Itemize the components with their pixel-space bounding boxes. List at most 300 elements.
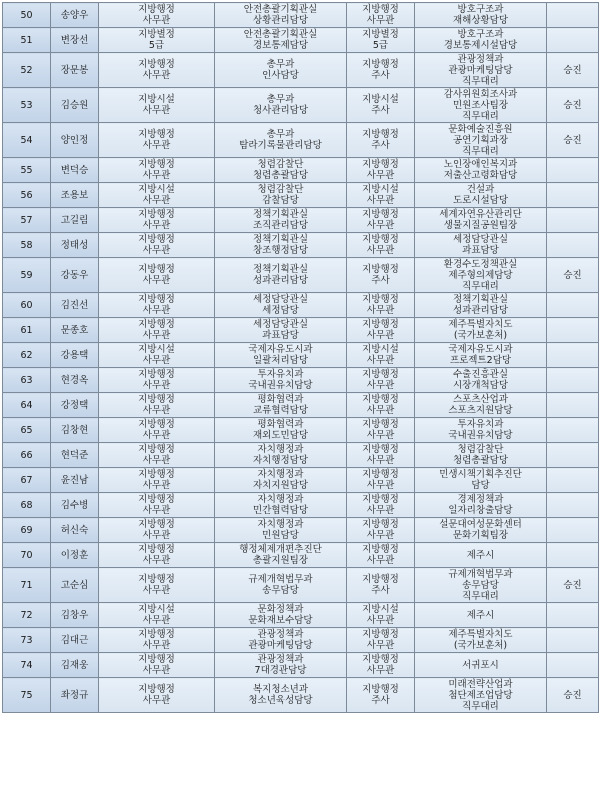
note <box>547 493 599 518</box>
cell-line: 탐라기록물관리담당 <box>239 140 322 151</box>
cell-line: 지방행정 <box>138 519 175 530</box>
row-number: 56 <box>3 183 51 208</box>
current-department <box>215 123 347 158</box>
cell-line: 사무관 <box>142 275 171 286</box>
cell-line: 사무관 <box>142 640 171 651</box>
current-rank <box>99 628 215 653</box>
cell-line: 사무관 <box>366 405 395 416</box>
table-row <box>3 543 599 568</box>
current-department <box>215 53 347 88</box>
note <box>547 343 599 368</box>
new-department <box>415 88 547 123</box>
cell-line: 지방행정 <box>138 574 175 585</box>
cell-line: 관광정책과 <box>457 53 504 65</box>
cell-line: 지방시설 <box>362 604 399 615</box>
new-rank <box>347 28 415 53</box>
new-rank <box>347 183 415 208</box>
cell-line: 지방행정 <box>362 369 399 380</box>
cell-line: 지방행정 <box>138 419 175 430</box>
cell-line: 지방행정 <box>138 209 175 220</box>
new-department <box>415 183 547 208</box>
cell-line: 송무담당 <box>262 585 299 596</box>
cell-line: 사무관 <box>142 70 171 81</box>
cell-line: 민원조사팀장 <box>452 99 509 111</box>
cell-line: 재외도민담당 <box>252 430 309 441</box>
row-number: 74 <box>3 653 51 678</box>
new-rank <box>347 318 415 343</box>
cell-line: 사무관 <box>366 220 395 231</box>
current-department <box>215 318 347 343</box>
table-row <box>3 493 599 518</box>
row-number: 65 <box>3 418 51 443</box>
cell-line: 사무관 <box>142 430 171 441</box>
current-department <box>215 3 347 28</box>
cell-line: 지방행정 <box>138 654 175 665</box>
person-name: 허신숙 <box>51 518 99 543</box>
current-rank <box>99 678 215 713</box>
cell-line: 민생시책기획추진단 <box>439 469 522 480</box>
note: 승진 <box>547 678 599 713</box>
cell-line: 사무관 <box>366 555 395 566</box>
cell-line: 제주시 <box>466 609 495 621</box>
cell-line: 경보통제시설담당 <box>443 40 518 51</box>
cell-line: 생물지질공원팀장 <box>443 220 518 231</box>
cell-line: 지방행정 <box>362 4 399 15</box>
cell-line: 지방행정 <box>362 209 399 220</box>
note <box>547 418 599 443</box>
cell-line: 사무관 <box>142 665 171 676</box>
table-row <box>3 628 599 653</box>
note <box>547 518 599 543</box>
person-name: 고길림 <box>51 208 99 233</box>
table-row <box>3 443 599 468</box>
cell-line: 사무관 <box>142 105 171 116</box>
cell-line: 지방행정 <box>138 319 175 330</box>
current-rank <box>99 543 215 568</box>
cell-line: 경보통제담당 <box>252 40 309 51</box>
cell-line: 안전총괄기획관실 <box>243 4 318 15</box>
cell-line: 방호구조과 <box>457 29 504 40</box>
person-name: 정태성 <box>51 233 99 258</box>
cell-line: 사무관 <box>366 15 395 26</box>
cell-line: 관광마케팅담당 <box>448 64 513 76</box>
cell-line: 사무관 <box>366 245 395 256</box>
cell-line: 사무관 <box>366 305 395 316</box>
new-department <box>415 518 547 543</box>
row-number: 53 <box>3 88 51 123</box>
row-number: 60 <box>3 293 51 318</box>
current-department <box>215 603 347 628</box>
table-row <box>3 3 599 28</box>
new-rank <box>347 468 415 493</box>
cell-line: 청렴총괄담당 <box>252 170 309 181</box>
cell-line: 사무관 <box>142 330 171 341</box>
current-department <box>215 493 347 518</box>
cell-line: 노인장애인복지과 <box>443 159 518 170</box>
note <box>547 3 599 28</box>
person-name: 강용택 <box>51 343 99 368</box>
cell-line: 지방행정 <box>138 444 175 455</box>
cell-line: 서귀포시 <box>462 659 499 671</box>
cell-line: 총괄지원팀장 <box>252 555 309 566</box>
table-row <box>3 88 599 123</box>
cell-line: 규제개혁법무과 <box>248 574 313 585</box>
row-number: 57 <box>3 208 51 233</box>
new-department <box>415 208 547 233</box>
cell-line: 지방행정 <box>362 544 399 555</box>
new-department <box>415 28 547 53</box>
current-department <box>215 368 347 393</box>
cell-line: 스포츠산업과 <box>452 394 509 405</box>
cell-line: 사무관 <box>366 380 395 391</box>
cell-line: 지방행정 <box>362 159 399 170</box>
row-number: 50 <box>3 3 51 28</box>
cell-line: 자치행정과 <box>257 469 304 480</box>
cell-line: 지방행정 <box>362 469 399 480</box>
table-row <box>3 318 599 343</box>
new-rank <box>347 653 415 678</box>
cell-line: 지방별정 <box>138 29 175 40</box>
cell-line: 사무관 <box>366 640 395 651</box>
current-rank <box>99 343 215 368</box>
current-rank <box>99 3 215 28</box>
note <box>547 653 599 678</box>
current-department <box>215 543 347 568</box>
current-department <box>215 468 347 493</box>
current-department <box>215 418 347 443</box>
new-department <box>415 393 547 418</box>
cell-line: 지방행정 <box>138 264 175 275</box>
row-number: 63 <box>3 368 51 393</box>
new-department <box>415 318 547 343</box>
person-name: 현덕준 <box>51 443 99 468</box>
new-rank <box>347 3 415 28</box>
new-department <box>415 293 547 318</box>
table-row <box>3 343 599 368</box>
current-rank <box>99 468 215 493</box>
table-row <box>3 233 599 258</box>
row-number: 55 <box>3 158 51 183</box>
cell-line: 감찰담당 <box>262 195 299 206</box>
row-number: 68 <box>3 493 51 518</box>
cell-line: 성과관리담당 <box>252 275 309 286</box>
cell-line: 투자유치과 <box>257 369 304 380</box>
current-department <box>215 568 347 603</box>
cell-line: 민원담당 <box>262 530 299 541</box>
person-name: 송양우 <box>51 3 99 28</box>
cell-line: 방호구조과 <box>457 4 504 15</box>
cell-line: (국가보훈처) <box>453 640 508 651</box>
current-rank <box>99 183 215 208</box>
table-row <box>3 123 599 158</box>
cell-line: 지방행정 <box>362 319 399 330</box>
current-department <box>215 233 347 258</box>
new-rank <box>347 258 415 293</box>
cell-line: 복지청소년과 <box>252 684 309 695</box>
table-row <box>3 53 599 88</box>
row-number: 69 <box>3 518 51 543</box>
note <box>547 468 599 493</box>
row-number: 52 <box>3 53 51 88</box>
cell-line: 지방시설 <box>138 94 175 105</box>
new-rank <box>347 393 415 418</box>
current-rank <box>99 368 215 393</box>
cell-line: 지방행정 <box>138 684 175 695</box>
note <box>547 208 599 233</box>
cell-line: 관광정책과 <box>257 654 304 665</box>
cell-line: 직무대리 <box>462 280 499 292</box>
cell-line: 사무관 <box>142 505 171 516</box>
new-department <box>415 123 547 158</box>
new-rank <box>347 293 415 318</box>
current-rank <box>99 123 215 158</box>
cell-line: 관광정책과 <box>257 629 304 640</box>
cell-line: 지방시설 <box>362 94 399 105</box>
current-rank <box>99 603 215 628</box>
current-rank <box>99 88 215 123</box>
current-department <box>215 88 347 123</box>
person-name: 현경옥 <box>51 368 99 393</box>
cell-line: 주사 <box>371 275 390 286</box>
cell-line: 제주특별자치도 <box>448 629 513 640</box>
cell-line: (국가보훈처) <box>453 330 508 341</box>
new-department <box>415 418 547 443</box>
cell-line: 지방시설 <box>362 344 399 355</box>
row-number: 64 <box>3 393 51 418</box>
cell-line: 주사 <box>371 140 390 151</box>
table-row <box>3 518 599 543</box>
current-department <box>215 293 347 318</box>
new-department <box>415 343 547 368</box>
current-department <box>215 393 347 418</box>
new-department <box>415 53 547 88</box>
new-department <box>415 233 547 258</box>
cell-line: 지방행정 <box>362 519 399 530</box>
table-row <box>3 208 599 233</box>
table-row <box>3 603 599 628</box>
new-rank <box>347 233 415 258</box>
cell-line: 사무관 <box>142 405 171 416</box>
cell-line: 지방행정 <box>138 59 175 70</box>
note <box>547 443 599 468</box>
cell-line: 사무관 <box>142 220 171 231</box>
current-department <box>215 443 347 468</box>
cell-line: 지방행정 <box>362 684 399 695</box>
table-row <box>3 468 599 493</box>
row-number: 58 <box>3 233 51 258</box>
row-number: 67 <box>3 468 51 493</box>
person-name: 강동우 <box>51 258 99 293</box>
cell-line: 지방행정 <box>362 394 399 405</box>
cell-line: 지방행정 <box>138 4 175 15</box>
cell-line: 감사위원회조사과 <box>443 88 518 100</box>
new-department <box>415 568 547 603</box>
cell-line: 사무관 <box>142 455 171 466</box>
cell-line: 문화예술진흥원 <box>448 123 513 135</box>
row-number: 54 <box>3 123 51 158</box>
cell-line: 상황관리담당 <box>252 15 309 26</box>
cell-line: 사무관 <box>142 585 171 596</box>
personnel-table-container <box>2 2 598 713</box>
row-number: 73 <box>3 628 51 653</box>
current-rank <box>99 393 215 418</box>
cell-line: 스포츠지원담당 <box>448 405 513 416</box>
cell-line: 행정체제개편추진단 <box>239 544 322 555</box>
note: 승진 <box>547 88 599 123</box>
new-rank <box>347 418 415 443</box>
current-rank <box>99 233 215 258</box>
cell-line: 사무관 <box>142 555 171 566</box>
current-rank <box>99 208 215 233</box>
cell-line: 지방행정 <box>138 159 175 170</box>
new-department <box>415 653 547 678</box>
row-number: 66 <box>3 443 51 468</box>
cell-line: 지방행정 <box>362 629 399 640</box>
cell-line: 지방행정 <box>362 234 399 245</box>
new-department <box>415 468 547 493</box>
cell-line: 지방행정 <box>138 234 175 245</box>
cell-line: 청렴감찰단 <box>457 444 504 455</box>
current-rank <box>99 518 215 543</box>
note <box>547 183 599 208</box>
cell-line: 사무관 <box>366 195 395 206</box>
cell-line: 주사 <box>371 105 390 116</box>
cell-line: 사무관 <box>366 330 395 341</box>
new-department <box>415 678 547 713</box>
person-name: 문종호 <box>51 318 99 343</box>
new-department <box>415 368 547 393</box>
cell-line: 사무관 <box>142 380 171 391</box>
cell-line: 사무관 <box>142 195 171 206</box>
cell-line: 문화정책과 <box>257 604 304 615</box>
cell-line: 지방행정 <box>362 654 399 665</box>
current-rank <box>99 28 215 53</box>
cell-line: 관광마케팅담당 <box>248 640 313 651</box>
note: 승진 <box>547 568 599 603</box>
cell-line: 자치행정과 <box>257 444 304 455</box>
cell-line: 주사 <box>371 695 390 706</box>
cell-line: 정책기획관실 <box>252 209 309 220</box>
cell-line: 건설과 <box>466 184 495 195</box>
note <box>547 158 599 183</box>
new-rank <box>347 543 415 568</box>
table-row <box>3 258 599 293</box>
personnel-table-body <box>3 3 599 713</box>
cell-line: 지방행정 <box>362 419 399 430</box>
personnel-table <box>2 2 599 713</box>
cell-line: 세정담당관실 <box>452 234 509 245</box>
person-name: 김수병 <box>51 493 99 518</box>
cell-line: 자치지원담당 <box>252 480 309 491</box>
cell-line: 지방행정 <box>138 629 175 640</box>
cell-line: 직무대리 <box>462 75 499 87</box>
cell-line: 일자리창출담당 <box>448 505 513 516</box>
cell-line: 국제자유도시과 <box>248 344 313 355</box>
new-rank <box>347 343 415 368</box>
cell-line: 청렴총괄담당 <box>452 455 509 466</box>
cell-line: 지방행정 <box>138 494 175 505</box>
new-rank <box>347 53 415 88</box>
cell-line: 담당 <box>471 480 490 491</box>
person-name: 김대근 <box>51 628 99 653</box>
cell-line: 도로시설담당 <box>452 195 509 206</box>
current-rank <box>99 258 215 293</box>
cell-line: 지방행정 <box>362 59 399 70</box>
cell-line: 국제자유도시과 <box>448 344 513 355</box>
table-row <box>3 678 599 713</box>
current-department <box>215 28 347 53</box>
cell-line: 청사관리담당 <box>252 105 309 116</box>
cell-line: 환경수도정책관실 <box>443 258 518 270</box>
note: 승진 <box>547 258 599 293</box>
current-department <box>215 653 347 678</box>
cell-line: 투자유치과 <box>457 419 504 430</box>
note <box>547 233 599 258</box>
person-name: 장문봉 <box>51 53 99 88</box>
cell-line: 주사 <box>371 585 390 596</box>
current-department <box>215 518 347 543</box>
cell-line: 과표담당 <box>262 330 299 341</box>
cell-line: 세정담당 <box>262 305 299 316</box>
cell-line: 지방행정 <box>138 369 175 380</box>
new-rank <box>347 443 415 468</box>
cell-line: 지방행정 <box>362 494 399 505</box>
cell-line: 지방행정 <box>138 129 175 140</box>
cell-line: 지방행정 <box>362 264 399 275</box>
cell-line: 지방행정 <box>138 469 175 480</box>
cell-line: 지방행정 <box>362 294 399 305</box>
new-department <box>415 3 547 28</box>
cell-line: 사무관 <box>366 480 395 491</box>
cell-line: 평화협력과 <box>257 419 304 430</box>
cell-line: 사무관 <box>142 695 171 706</box>
cell-line: 사무관 <box>366 505 395 516</box>
new-department <box>415 158 547 183</box>
cell-line: 5급 <box>372 40 389 51</box>
table-row <box>3 418 599 443</box>
new-department <box>415 258 547 293</box>
cell-line: 사무관 <box>366 665 395 676</box>
cell-line: 정책기획관실 <box>252 234 309 245</box>
new-department <box>415 443 547 468</box>
cell-line: 사무관 <box>142 140 171 151</box>
row-number: 75 <box>3 678 51 713</box>
cell-line: 제주시 <box>466 549 495 561</box>
table-row <box>3 568 599 603</box>
cell-line: 성과관리담당 <box>452 305 509 316</box>
cell-line: 사무관 <box>142 480 171 491</box>
cell-line: 재해상황담당 <box>452 15 509 26</box>
cell-line: 첨단제조업담당 <box>448 689 513 701</box>
cell-line: 사무관 <box>142 530 171 541</box>
person-name: 김재웅 <box>51 653 99 678</box>
cell-line: 평화협력과 <box>257 394 304 405</box>
row-number: 61 <box>3 318 51 343</box>
cell-line: 지방행정 <box>362 574 399 585</box>
new-rank <box>347 123 415 158</box>
cell-line: 지방시설 <box>138 184 175 195</box>
row-number: 51 <box>3 28 51 53</box>
cell-line: 미래전략산업과 <box>448 678 513 690</box>
note: 승진 <box>547 53 599 88</box>
table-row <box>3 183 599 208</box>
row-number: 62 <box>3 343 51 368</box>
new-rank <box>347 603 415 628</box>
cell-line: 안전총괄기획관실 <box>243 29 318 40</box>
current-department <box>215 258 347 293</box>
new-rank <box>347 368 415 393</box>
cell-line: 세계자연유산관리단 <box>439 209 522 220</box>
